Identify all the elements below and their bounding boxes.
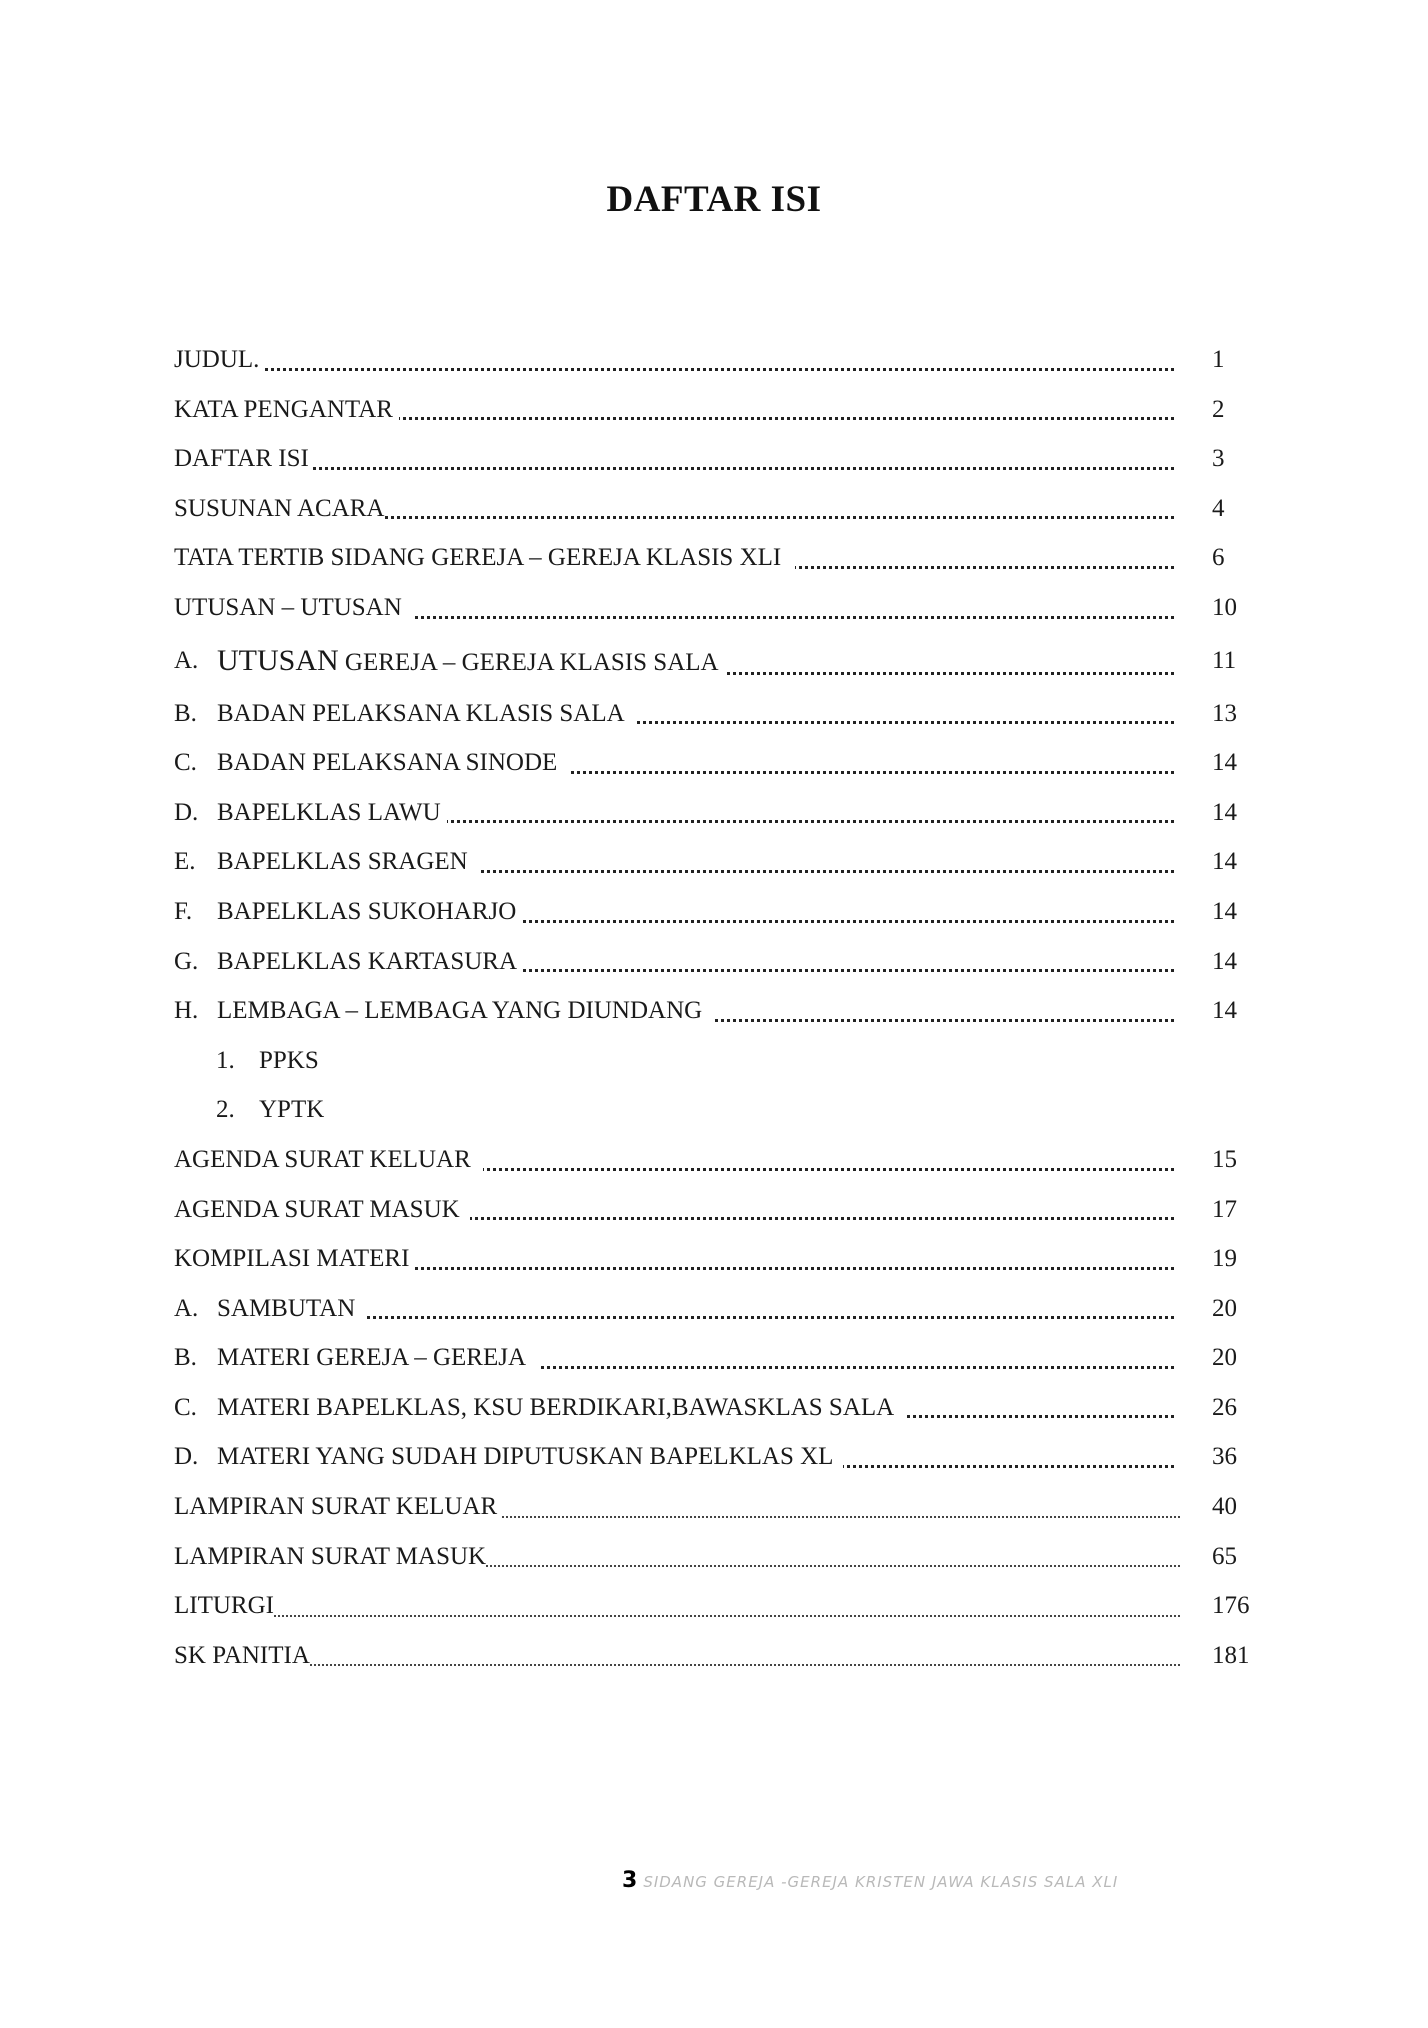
- toc-entry-label: BADAN PELAKSANA SINODE: [217, 738, 569, 788]
- toc-entry-page: 10: [1212, 593, 1237, 621]
- toc-entry-page: 6: [1212, 544, 1225, 572]
- toc-entry-page: 2: [1212, 395, 1225, 423]
- toc-entry[interactable]: [174, 887, 1274, 937]
- toc-entry[interactable]: [174, 1135, 1274, 1185]
- toc-entry[interactable]: [174, 1383, 1274, 1433]
- toc-entry-letter: H.: [174, 986, 217, 1036]
- toc-entry[interactable]: [174, 937, 1274, 987]
- toc-entry[interactable]: [174, 738, 1274, 788]
- toc-entry-label: BAPELKLAS LAWU: [217, 788, 447, 838]
- dot-leader: [174, 434, 1174, 484]
- toc-entry-label: KOMPILASI MATERI: [174, 1234, 415, 1284]
- toc-entry-page: 14: [1212, 848, 1237, 876]
- toc-entry[interactable]: [174, 1234, 1274, 1284]
- toc-entry-label: MATERI BAPELKLAS, KSU BERDIKARI,BAWASKLAS SALA: [217, 1383, 906, 1433]
- toc-entry[interactable]: [174, 1581, 1274, 1631]
- toc-entry-page: 13: [1212, 699, 1237, 727]
- toc-entry[interactable]: [174, 1036, 1274, 1086]
- page-footer: [622, 1868, 1118, 1893]
- toc-entry-label: KATA PENGANTAR: [174, 385, 399, 435]
- toc-entry-page: 20: [1212, 1344, 1237, 1372]
- dot-leader: [174, 1631, 1180, 1681]
- toc-entry[interactable]: [174, 788, 1274, 838]
- toc-entry-letter: D.: [174, 1432, 217, 1482]
- toc-entry-page: 14: [1212, 947, 1237, 975]
- toc-entry-letter: A.: [174, 1284, 217, 1334]
- toc-entry[interactable]: [174, 434, 1274, 484]
- toc-entry-page: 11: [1212, 646, 1237, 674]
- toc-entry-page: 40: [1212, 1493, 1237, 1521]
- toc-entry-label-wrap: [217, 633, 725, 691]
- toc-entry-page: 17: [1212, 1195, 1237, 1223]
- toc-entry[interactable]: [174, 837, 1274, 887]
- toc-entry-label: BAPELKLAS SUKOHARJO: [217, 887, 522, 937]
- toc-entry-label-emphasis: UTUSAN: [217, 643, 339, 677]
- toc-entry[interactable]: [174, 633, 1274, 689]
- toc-entry-label: TATA TERTIB SIDANG GEREJA – GEREJA KLASIS XLI: [174, 533, 795, 583]
- toc-entry-label: LEMBAGA – LEMBAGA YANG DIUNDANG: [217, 986, 712, 1036]
- toc-entry-letter: A.: [174, 633, 217, 691]
- toc-entry-label: PPKS: [259, 1046, 319, 1074]
- toc-entry-page: 181: [1212, 1641, 1250, 1669]
- toc-entry-letter: C.: [174, 1383, 217, 1433]
- toc-entry-label: SAMBUTAN: [217, 1284, 367, 1334]
- toc-entry-page: 20: [1212, 1294, 1237, 1322]
- toc-entry-page: 14: [1212, 749, 1237, 777]
- toc-entry[interactable]: [174, 583, 1274, 633]
- toc-entry[interactable]: [174, 1432, 1274, 1482]
- toc-entry-letter: B.: [174, 689, 217, 739]
- toc-entry-letter: C.: [174, 738, 217, 788]
- toc-entry-letter: E.: [174, 837, 217, 887]
- toc-entry[interactable]: [174, 1532, 1274, 1582]
- toc-entry-label: SK PANITIA: [174, 1631, 310, 1681]
- toc-entry-label: SUSUNAN ACARA: [174, 484, 385, 534]
- toc-entry[interactable]: [174, 1085, 1274, 1135]
- toc-entry-label: LAMPIRAN SURAT MASUK: [174, 1532, 486, 1582]
- page-title: DAFTAR ISI: [606, 179, 822, 220]
- toc-entry-letter: B.: [174, 1333, 217, 1383]
- toc-entry-letter: G.: [174, 937, 217, 987]
- toc-entry-number: 2.: [216, 1096, 235, 1124]
- toc-entry-label: BAPELKLAS KARTASURA: [217, 937, 523, 987]
- table-of-contents: [174, 335, 1274, 1680]
- toc-entry[interactable]: [174, 1631, 1274, 1681]
- toc-entry[interactable]: [174, 689, 1274, 739]
- toc-entry[interactable]: [174, 1333, 1274, 1383]
- toc-entry-label: AGENDA SURAT MASUK: [174, 1185, 470, 1235]
- toc-entry-label: BADAN PELAKSANA KLASIS SALA: [217, 689, 637, 739]
- toc-entry-page: 26: [1212, 1393, 1237, 1421]
- toc-entry-label: LAMPIRAN SURAT KELUAR: [174, 1482, 501, 1532]
- dot-leader: [174, 335, 1174, 385]
- toc-entry[interactable]: [174, 1482, 1274, 1532]
- toc-entry[interactable]: [174, 385, 1274, 435]
- toc-entry-label: AGENDA SURAT KELUAR: [174, 1135, 483, 1185]
- toc-entry-page: 14: [1212, 997, 1237, 1025]
- toc-entry-page: 176: [1212, 1592, 1250, 1620]
- toc-entry-page: 19: [1212, 1245, 1237, 1273]
- toc-entry[interactable]: [174, 1284, 1274, 1334]
- toc-entry-letter: F.: [174, 887, 217, 937]
- toc-entry-label: BAPELKLAS SRAGEN: [217, 837, 480, 887]
- toc-entry-page: 14: [1212, 798, 1237, 826]
- toc-entry[interactable]: [174, 335, 1274, 385]
- toc-entry-page: 1: [1212, 346, 1225, 373]
- toc-entry-page: 36: [1212, 1443, 1237, 1471]
- toc-entry[interactable]: [174, 484, 1274, 534]
- toc-entry-label: LITURGI: [174, 1581, 274, 1631]
- toc-entry-page: 4: [1212, 494, 1225, 522]
- toc-entry-page: 65: [1212, 1542, 1237, 1570]
- footer-text: SIDANG GEREJA -GEREJA KRISTEN JAWA KLASIS SALA XLI: [643, 1873, 1119, 1891]
- toc-entry[interactable]: [174, 533, 1274, 583]
- toc-entry-number: 1.: [216, 1046, 235, 1074]
- toc-entry-label: DAFTAR ISI: [174, 434, 310, 484]
- toc-entry[interactable]: [174, 1185, 1274, 1235]
- toc-entry-label: MATERI GEREJA – GEREJA: [217, 1333, 538, 1383]
- toc-entry-page: 15: [1212, 1145, 1237, 1173]
- footer-page-number: 3: [622, 1868, 638, 1893]
- toc-entry-label: YPTK: [259, 1096, 325, 1124]
- dot-leader: [174, 1581, 1180, 1631]
- toc-entry-label: UTUSAN – UTUSAN: [174, 583, 414, 633]
- toc-entry-label: MATERI YANG SUDAH DIPUTUSKAN BAPELKLAS XL: [217, 1432, 843, 1482]
- toc-entry-page: 3: [1212, 445, 1225, 473]
- toc-entry-letter: D.: [174, 788, 217, 838]
- toc-entry-page: 14: [1212, 897, 1237, 925]
- toc-entry-label: GEREJA – GEREJA KLASIS SALA: [344, 648, 719, 676]
- toc-entry-label: JUDUL.: [174, 335, 265, 385]
- toc-entry[interactable]: [174, 986, 1274, 1036]
